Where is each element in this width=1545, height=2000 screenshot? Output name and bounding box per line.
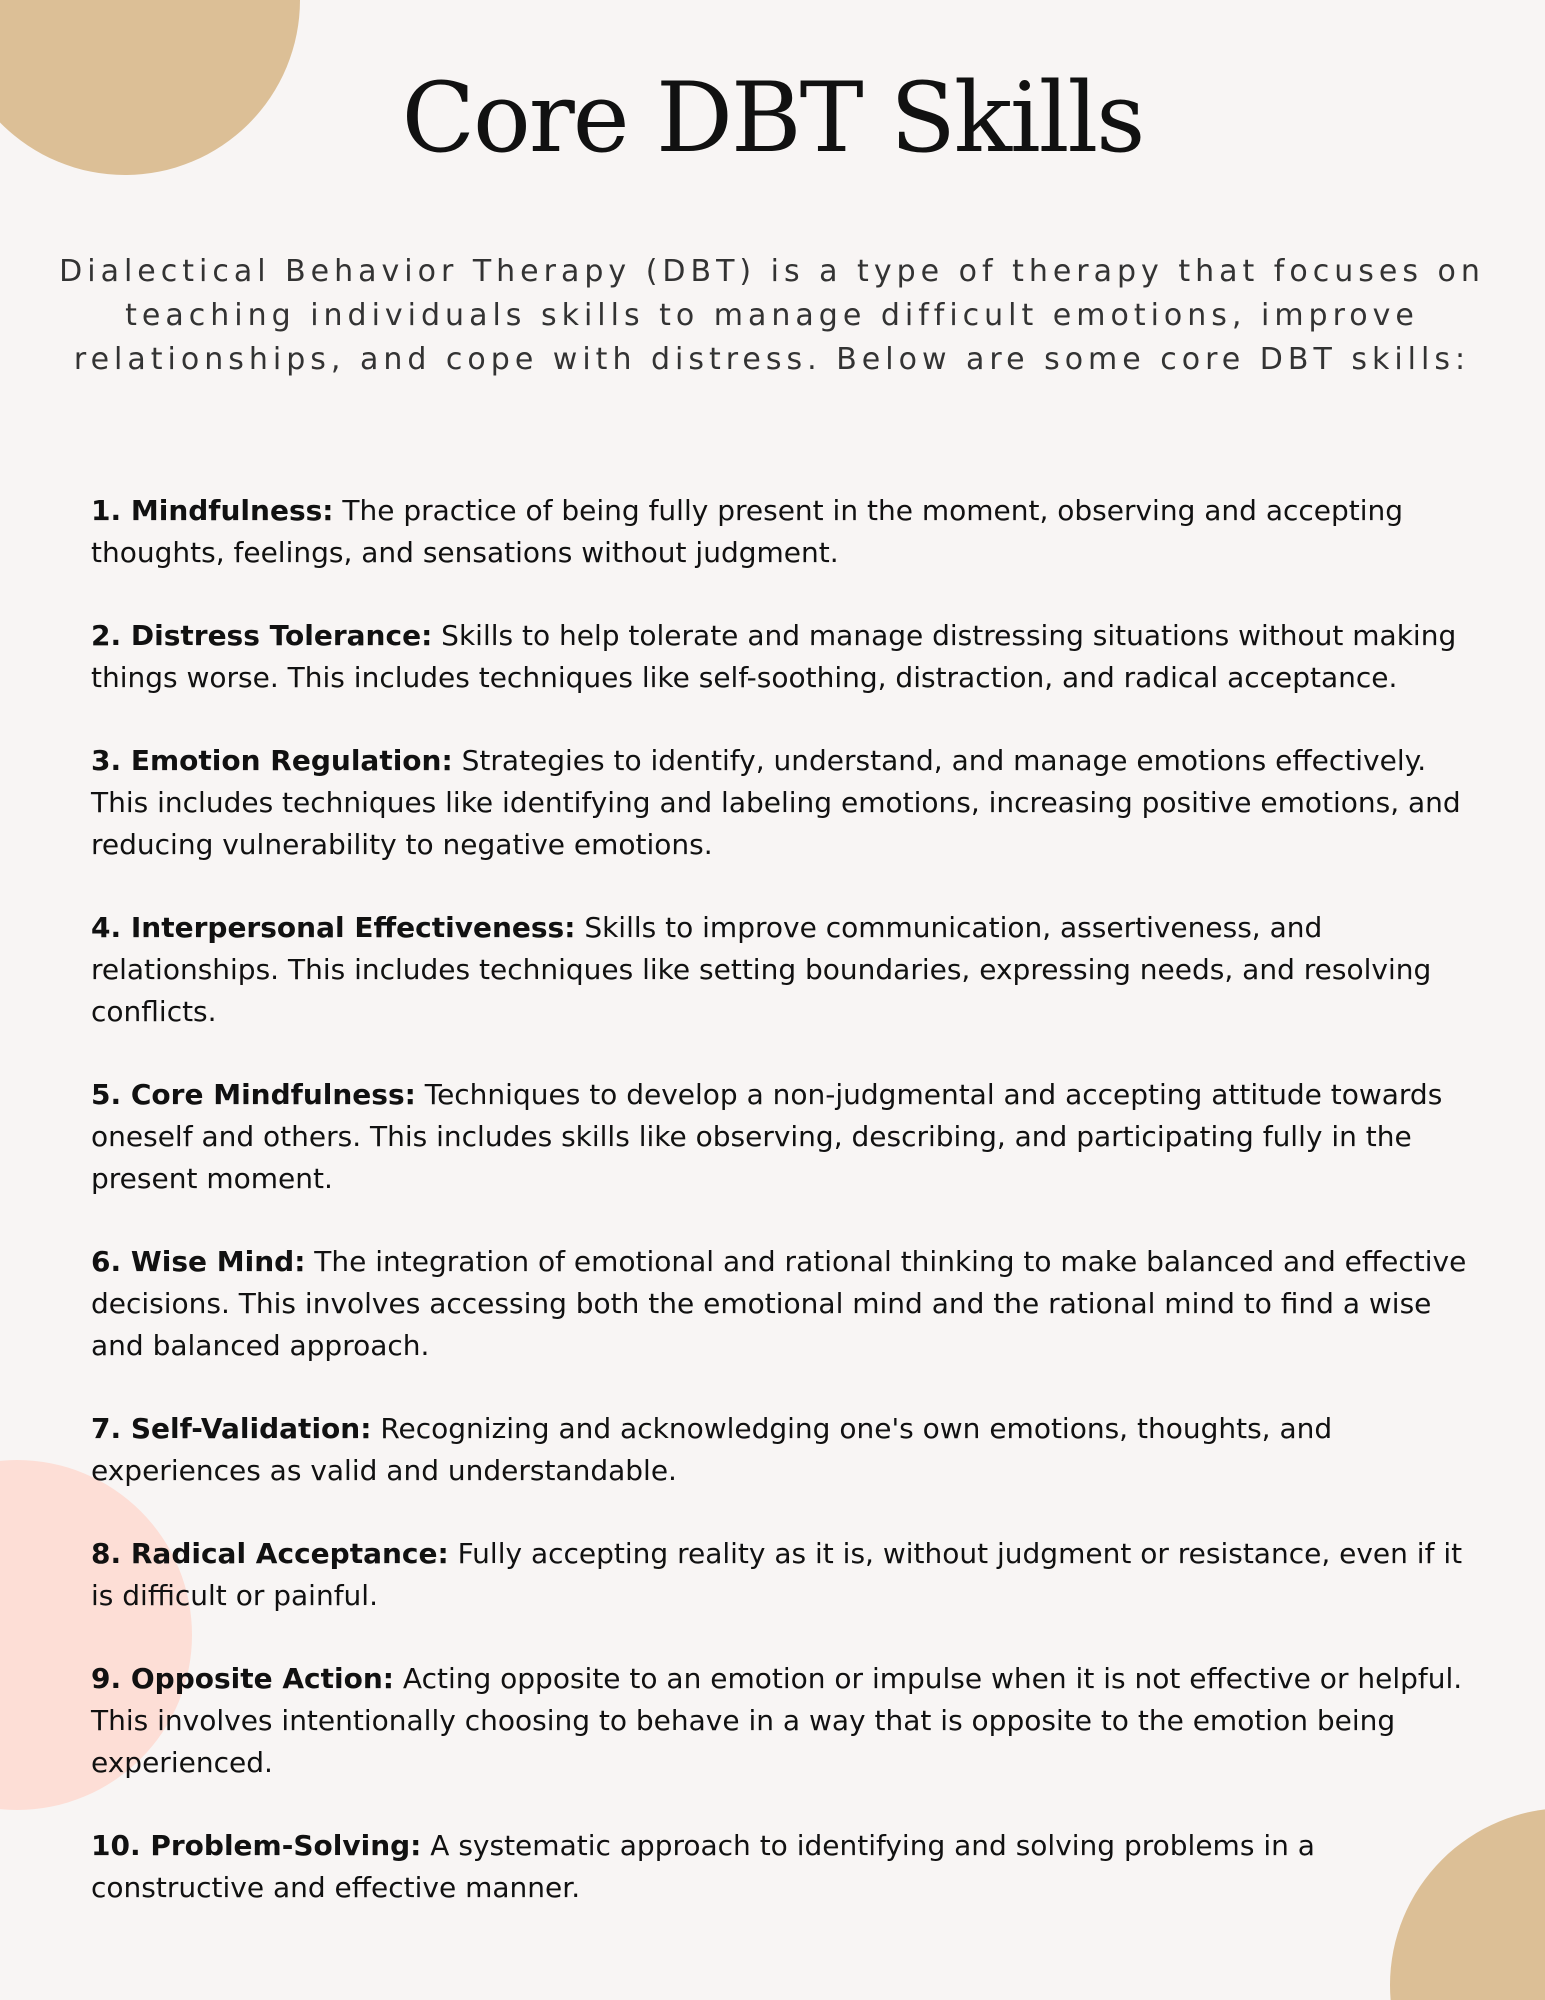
skill-description: Skills to improve communication, assertiveness, and relationships. This includes techniques like setting boundaries, expressing needs, and resolving conflicts. <box>91 911 1432 1028</box>
skill-name: 8. Radical Acceptance: <box>91 1537 449 1570</box>
skill-item-self-validation <box>91 1408 1481 1492</box>
skill-description: Recognizing and acknowledging one's own emotions, thoughts, and experiences as valid and understandable. <box>91 1412 1333 1487</box>
skill-name: 3. Emotion Regulation: <box>91 744 453 777</box>
skill-item-opposite-action <box>91 1658 1481 1784</box>
skill-name: 1. Mindfulness: <box>91 494 334 527</box>
skill-description: Fully accepting reality as it is, without judgment or resistance, even if it is difficult or painful. <box>91 1537 1463 1612</box>
skill-description: Strategies to identify, understand, and manage emotions effectively. This includes techniques like identifying and labeling emotions, increasing positive emotions, and reducing vulnerability to negative emotions. <box>91 744 1461 861</box>
skill-name: 9. Opposite Action: <box>91 1662 394 1695</box>
skill-item-distress-tolerance <box>91 615 1481 699</box>
skill-item-interpersonal-effectiveness <box>91 907 1481 1033</box>
skill-item-mindfulness <box>91 490 1481 574</box>
skills-list <box>91 490 1481 1950</box>
skill-name: 10. Problem-Solving: <box>91 1829 422 1862</box>
skill-item-wise-mind <box>91 1241 1481 1367</box>
skill-description: A systematic approach to identifying and solving problems in a constructive and effective manner. <box>91 1829 1315 1904</box>
intro-paragraph: Dialectical Behavior Therapy (DBT) is a type of therapy that focuses on teaching individuals skills to manage difficult emotions, improve relationships, and cope with distress. Below are some core DBT skills: <box>59 254 1485 377</box>
skill-name: 5. Core Mindfulness: <box>91 1078 416 1111</box>
skill-item-radical-acceptance <box>91 1533 1481 1617</box>
skill-description: The integration of emotional and rational thinking to make balanced and effective decisions. This involves accessing both the emotional mind and the rational mind to find a wise and balanced approach. <box>91 1245 1467 1362</box>
skill-item-emotion-regulation <box>91 740 1481 866</box>
skill-description: The practice of being fully present in the moment, observing and accepting thoughts, feelings, and sensations without judgment. <box>91 494 1404 569</box>
skill-item-problem-solving <box>91 1825 1481 1909</box>
skill-name: 6. Wise Mind: <box>91 1245 306 1278</box>
skill-description: Skills to help tolerate and manage distressing situations without making things worse. This includes techniques like self-soothing, distraction, and radical acceptance. <box>91 619 1457 694</box>
skill-name: 4. Interpersonal Effectiveness: <box>91 911 576 944</box>
skill-description: Acting opposite to an emotion or impulse when it is not effective or helpful. This involves intentionally choosing to behave in a way that is opposite to the emotion being experienced. <box>91 1662 1463 1779</box>
skill-item-core-mindfulness <box>91 1074 1481 1200</box>
page-title: Core DBT Skills <box>401 62 1144 174</box>
skill-name: 7. Self-Validation: <box>91 1412 372 1445</box>
skill-name: 2. Distress Tolerance: <box>91 619 433 652</box>
skill-description: Techniques to develop a non-judgmental and accepting attitude towards oneself and others. This includes skills like observing, describing, and participating fully in the present moment. <box>91 1078 1443 1195</box>
